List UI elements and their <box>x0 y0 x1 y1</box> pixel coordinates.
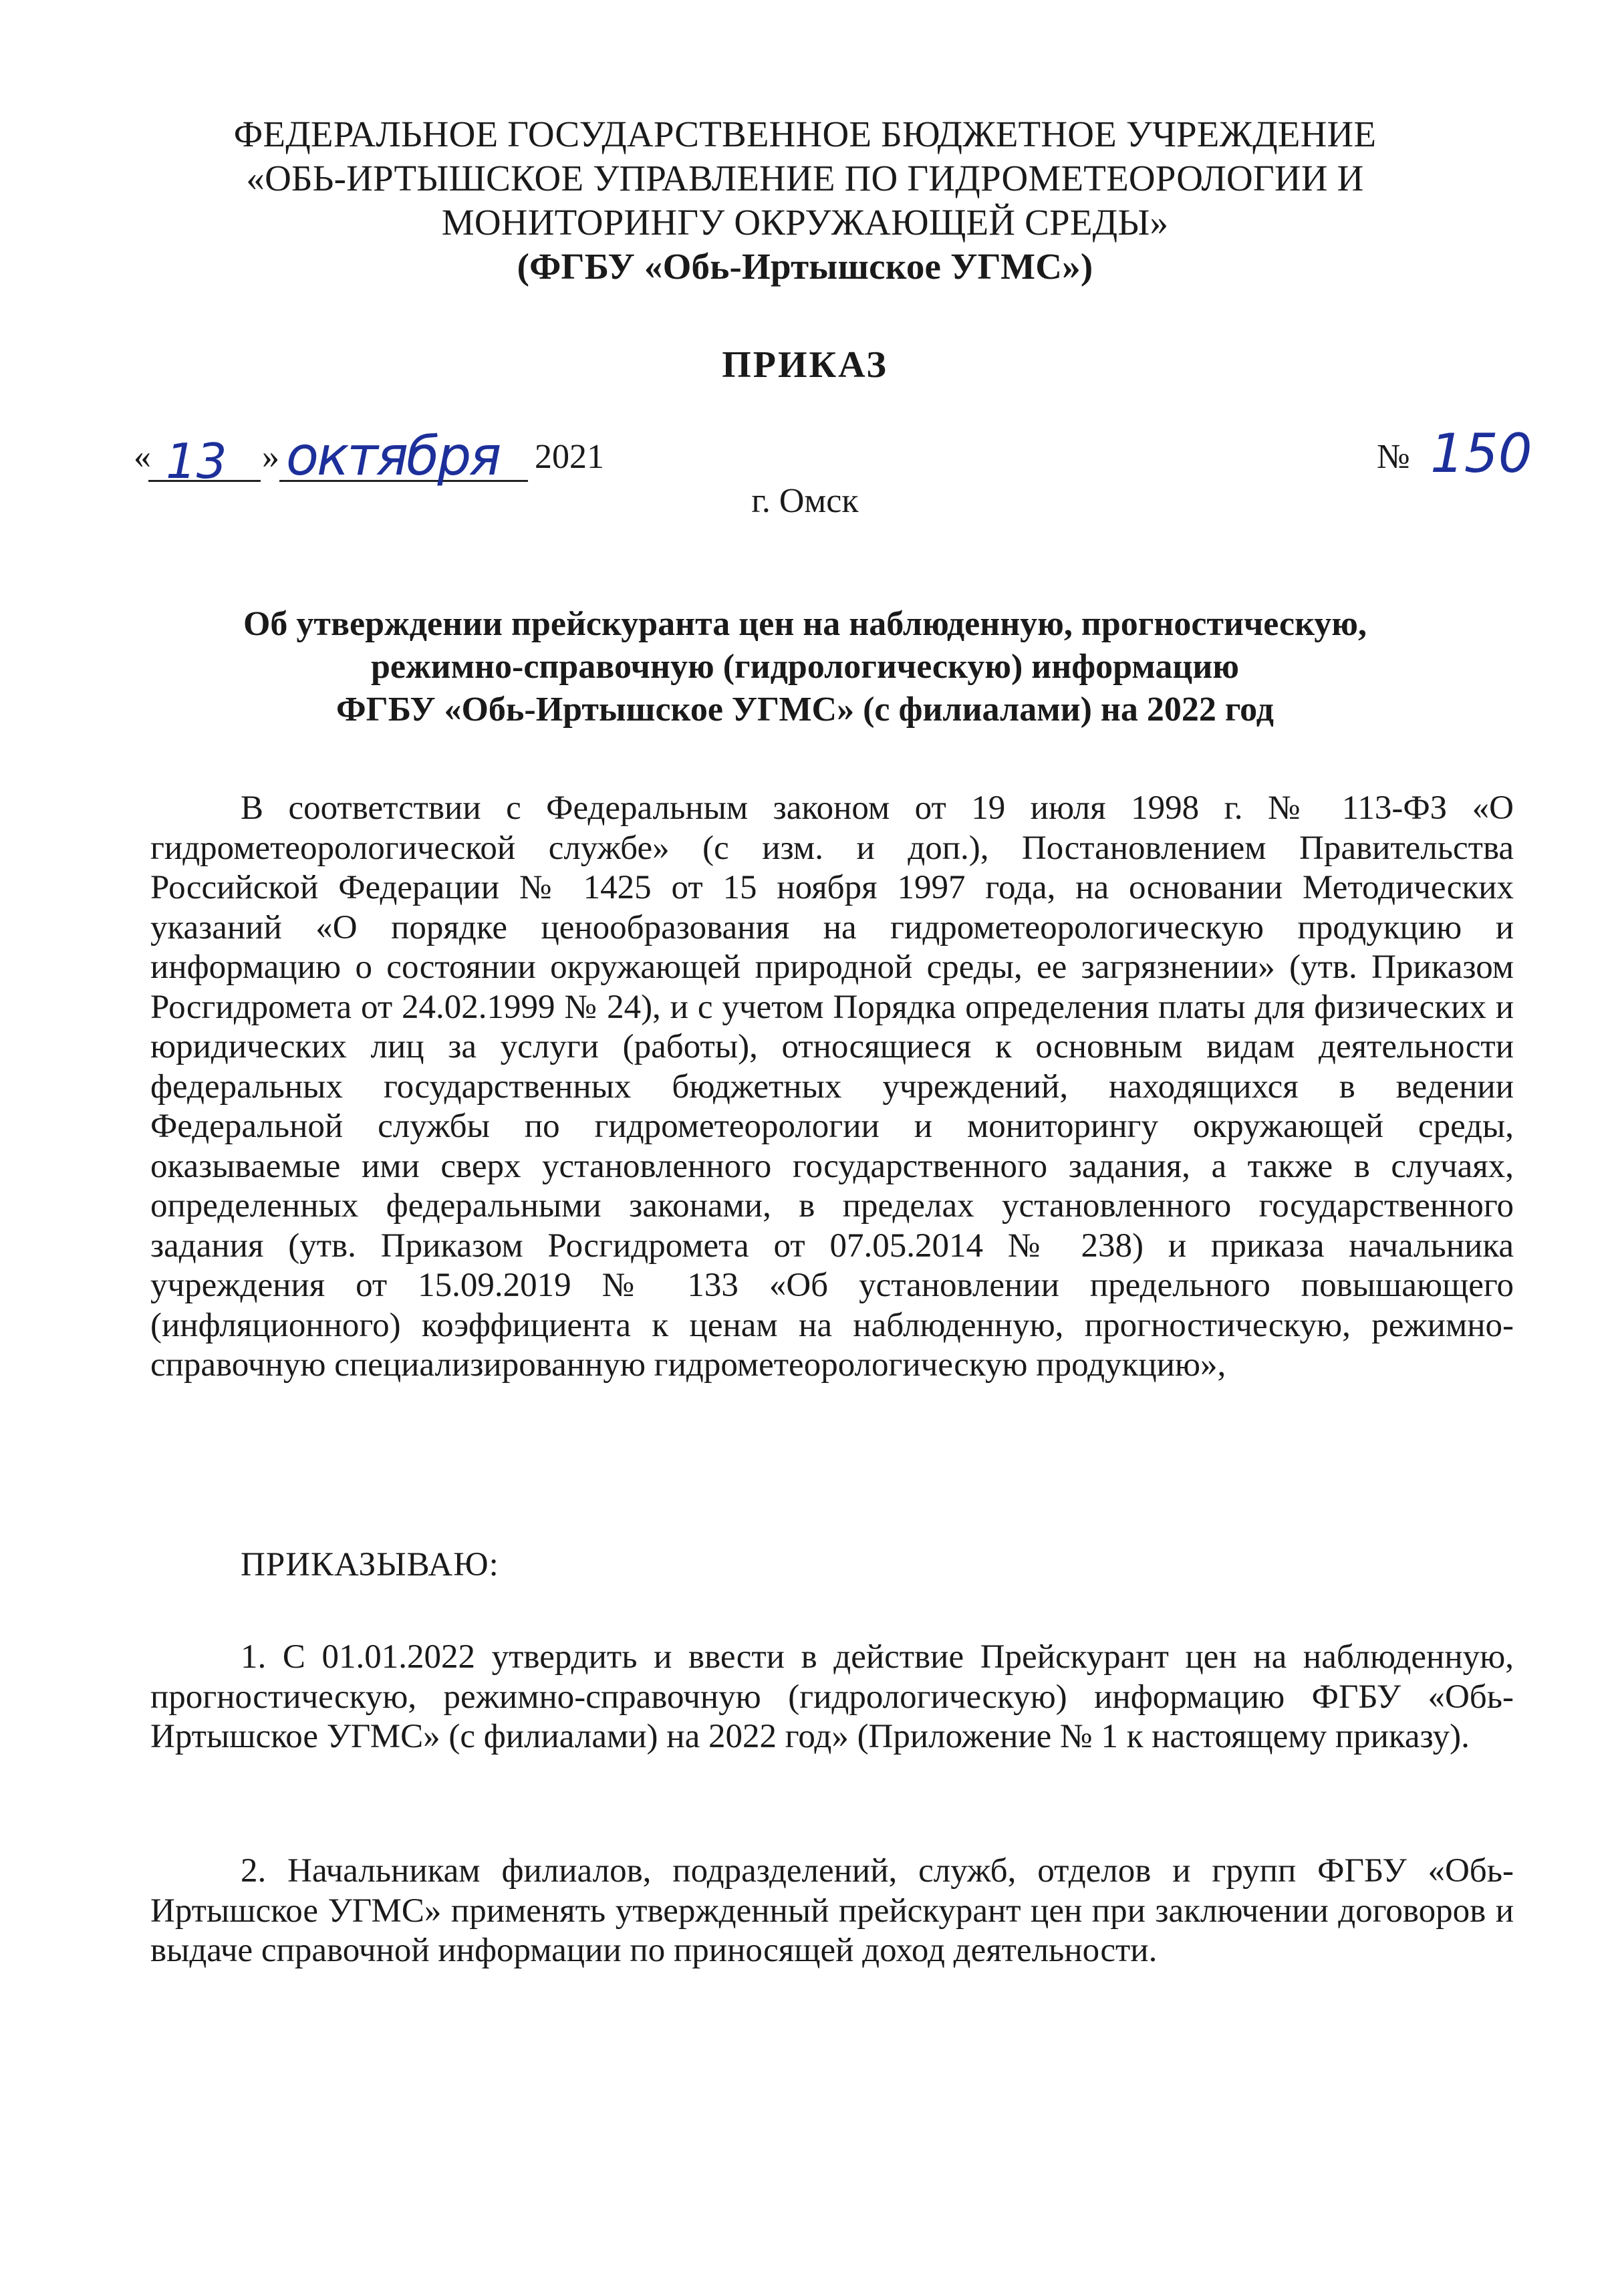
organization-header <box>0 112 1610 289</box>
header-line-1: ФЕДЕРАЛЬНОЕ ГОСУДАРСТВЕННОЕ БЮДЖЕТНОЕ УЧРЕЖДЕНИЕ <box>233 114 1377 154</box>
city: г. Омск <box>751 482 859 520</box>
header-line-2: «ОБЬ-ИРТЫШСКОЕ УПРАВЛЕНИЕ ПО ГИДРОМЕТЕОРОЛОГИИ И <box>246 158 1364 199</box>
order-directive: ПРИКАЗЫВАЮ: <box>241 1546 499 1583</box>
handwritten-number: 150 <box>1430 422 1532 485</box>
subject-line-1: Об утверждении прейскуранта цен на наблюденную, прогностическую, <box>243 605 1367 643</box>
date-close-quote: » <box>262 438 279 476</box>
header-line-3: МОНИТОРИНГУ ОКРУЖАЮЩЕЙ СРЕДЫ» <box>441 202 1169 243</box>
subject-line-3: ФГБУ «Обь-Иртышское УГМС» (с филиалами) на 2022 год <box>336 690 1274 729</box>
document-type-title: ПРИКАЗ <box>722 344 888 386</box>
preamble-paragraph: В соответствии с Федеральным законом от 19 июля 1998 г. № 113-ФЗ «О гидрометеорологической службе» (с изм. и доп.), Постановлением Правительства Российской Федерации № 1425 от 15 ноября 1997 года, на основании Методических указаний «О порядке ценообразования на гидрометеорологическую продукцию и информацию о состоянии окружающей природной среды, ее загрязнении» (утв. Приказом Росгидромета от 24.02.1999 № 24), и с учетом Порядка определения платы для физических и юридических лиц за услуги (работы), относящиеся к основным видам деятельности федеральных государственных бюджетных учреждений, находящихся в ведении Федеральной службы по гидрометеорологии и мониторингу окружающей среды, оказываемые ими сверх установленного государственного задания, а также в случаях, определенных федеральными законами, в пределах установленного государственного задания (утв. Приказом Росгидромета от 07.05.2014 № 238) и приказа начальника учреждения от 15.09.2019 № 133 «Об установлении предельного повышающего (инфляционного) коэффициента к ценам на наблюденную, прогностическую, режимно-справочную специализированную гидрометеорологическую продукцию», <box>150 789 1514 1384</box>
handwritten-day: 13 <box>166 433 227 489</box>
number-sign: № <box>1377 438 1410 476</box>
order-year: 2021 <box>535 438 604 476</box>
item-2-paragraph: 2. Начальникам филиалов, подразделений, служб, отделов и групп ФГБУ «Обь-Иртышское УГМС» применять утвержденный прейскурант цен при заключении договоров и выдаче справочной информации по приносящей доход деятельности. <box>150 1852 1514 1969</box>
handwritten-month: октября <box>286 425 500 487</box>
item-1-paragraph: 1. С 01.01.2022 утвердить и ввести в действие Прейскурант цен на наблюденную, прогностическую, режимно-справочную (гидрологическую) информацию ФГБУ «Обь-Иртышское УГМС» (с филиалами) на 2022 год» (Приложение № 1 к настоящему приказу). <box>150 1638 1514 1755</box>
subject-line-2: режимно-справочную (гидрологическую) информацию <box>370 648 1240 686</box>
order-number <box>1377 398 1564 485</box>
order-date <box>134 398 642 489</box>
order-subject <box>0 603 1610 731</box>
date-open-quote: « <box>134 438 151 476</box>
header-line-4: (ФГБУ «Обь-Иртышское УГМС») <box>517 246 1093 287</box>
